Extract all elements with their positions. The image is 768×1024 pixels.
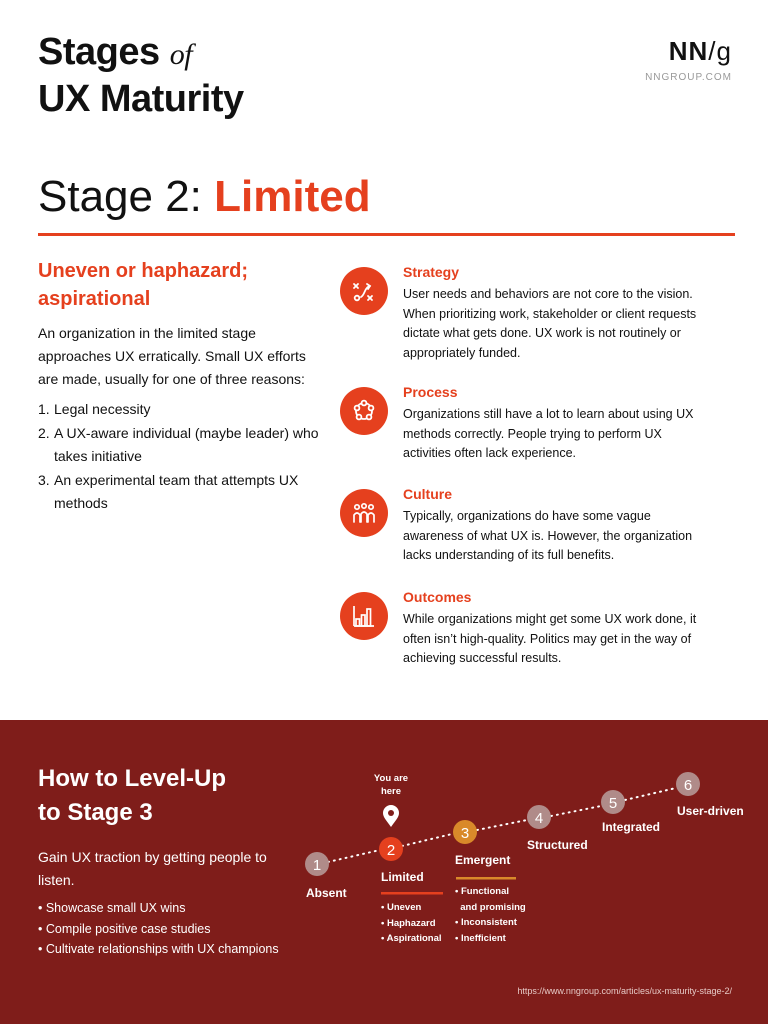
logo-url: NNGROUP.COM: [645, 72, 732, 83]
list-number: 3.: [38, 472, 50, 488]
process-icon: [340, 387, 388, 435]
logo-slash: /: [708, 36, 717, 66]
stage-subtitle: Uneven or haphazard; aspirational: [38, 260, 249, 310]
page-title: [38, 30, 244, 121]
aspect-text: User needs and behaviors are not core to the vision. When prioritizing work, stakeholder or client requests dictate what gets done. UX work is not routinely or appropriately funded.: [403, 287, 697, 360]
aspect-text: Organizations still have a lot to learn about using UX methods correctly. People trying to perform UX activities often lack experience.: [403, 407, 694, 460]
logo-mark: [645, 36, 732, 66]
outcomes-icon: [340, 592, 388, 640]
list-text: An experimental team that attempts UX methods: [54, 472, 299, 511]
aspect-text: While organizations might get some UX work done, it often isn’t high-quality. Politics may get in the way of achieving successful results.: [403, 612, 697, 665]
stage-label-structured: Structured: [527, 838, 588, 852]
list-item: • Cultivate relationships with UX champions: [38, 942, 279, 956]
divider: [38, 233, 735, 236]
stage-number: 6: [683, 777, 693, 794]
level-up-title-line: How to Level-Up: [38, 765, 227, 792]
stage-label-integrated: Integrated: [602, 820, 661, 834]
stage-node-2: [379, 837, 403, 861]
strategy-icon: [340, 267, 388, 315]
aspect-title: Outcomes: [403, 589, 472, 605]
title-ux-maturity: UX Maturity: [38, 78, 244, 120]
level-up-section: [0, 720, 768, 1024]
list-item: • Haphazard: [381, 917, 436, 929]
location-pin-icon: [383, 805, 399, 827]
stage-label-user-driven: User-driven: [677, 804, 744, 818]
stage-number: 1: [312, 857, 322, 874]
list-item: and promising: [455, 901, 526, 913]
culture-icon: [340, 489, 388, 537]
stage-number: 2: [386, 842, 396, 859]
stage-label-limited: Limited: [381, 870, 424, 884]
stage-node-3: [453, 820, 477, 844]
stage-number: 3: [460, 825, 470, 842]
list-item: • Aspirational: [381, 933, 442, 944]
list-number: 1.: [38, 401, 50, 417]
stage-node-6: [676, 772, 700, 796]
limited-underline: [381, 892, 443, 895]
list-item: [38, 469, 328, 515]
list-item: • Inconsistent: [455, 917, 517, 928]
reasons-list: [38, 398, 328, 516]
level-up-intro: Gain UX traction by getting people to listen.: [38, 849, 267, 888]
you-are-here-label: You are here: [373, 773, 409, 797]
limited-traits: [381, 900, 442, 947]
title-stages: Stages: [38, 31, 160, 73]
logo-g: g: [716, 36, 732, 66]
aspect-title: Culture: [403, 486, 452, 502]
source-link[interactable]: https://www.nngroup.com/articles/ux-maturity-stage-2/: [517, 986, 732, 996]
stage-name: Limited: [214, 172, 371, 221]
level-up-title-line: to Stage 3: [38, 799, 153, 826]
stage-node-4: [527, 805, 551, 829]
list-item: • Functional: [455, 886, 509, 897]
list-text: Legal necessity: [54, 401, 151, 417]
emergent-traits: [455, 884, 526, 946]
stage-node-1: [305, 852, 329, 876]
stage-heading: [38, 170, 371, 224]
nng-logo[interactable]: [645, 36, 732, 83]
aspect-text: Typically, organizations do have some vague awareness of what UX is. However, the organization lacks understanding of its full benefits.: [403, 509, 693, 562]
list-number: 2.: [38, 425, 50, 441]
list-item: [38, 422, 328, 468]
list-item: • Uneven: [381, 902, 422, 913]
list-item: [38, 398, 328, 421]
emergent-underline: [456, 877, 516, 880]
title-of: of: [169, 38, 193, 71]
stage-node-5: [601, 790, 625, 814]
logo-nn: NN: [668, 36, 709, 66]
aspect-title: Strategy: [403, 264, 460, 280]
list-item: • Showcase small UX wins: [38, 901, 186, 915]
list-item: • Inefficient: [455, 932, 506, 944]
stage-prefix: Stage 2:: [38, 172, 215, 221]
stage-number: 5: [608, 795, 618, 812]
list-item: • Compile positive case studies: [38, 921, 211, 936]
stage-label-emergent: Emergent: [455, 853, 511, 867]
intro-text: An organization in the limited stage approaches UX erratically. Small UX efforts are made, usually for one of three reasons:: [38, 325, 306, 387]
aspect-title: Process: [403, 384, 458, 400]
stage-number: 4: [534, 810, 544, 827]
list-text: A UX-aware individual (maybe leader) who takes initiative: [54, 425, 319, 464]
stage-label-absent: Absent: [306, 886, 347, 900]
